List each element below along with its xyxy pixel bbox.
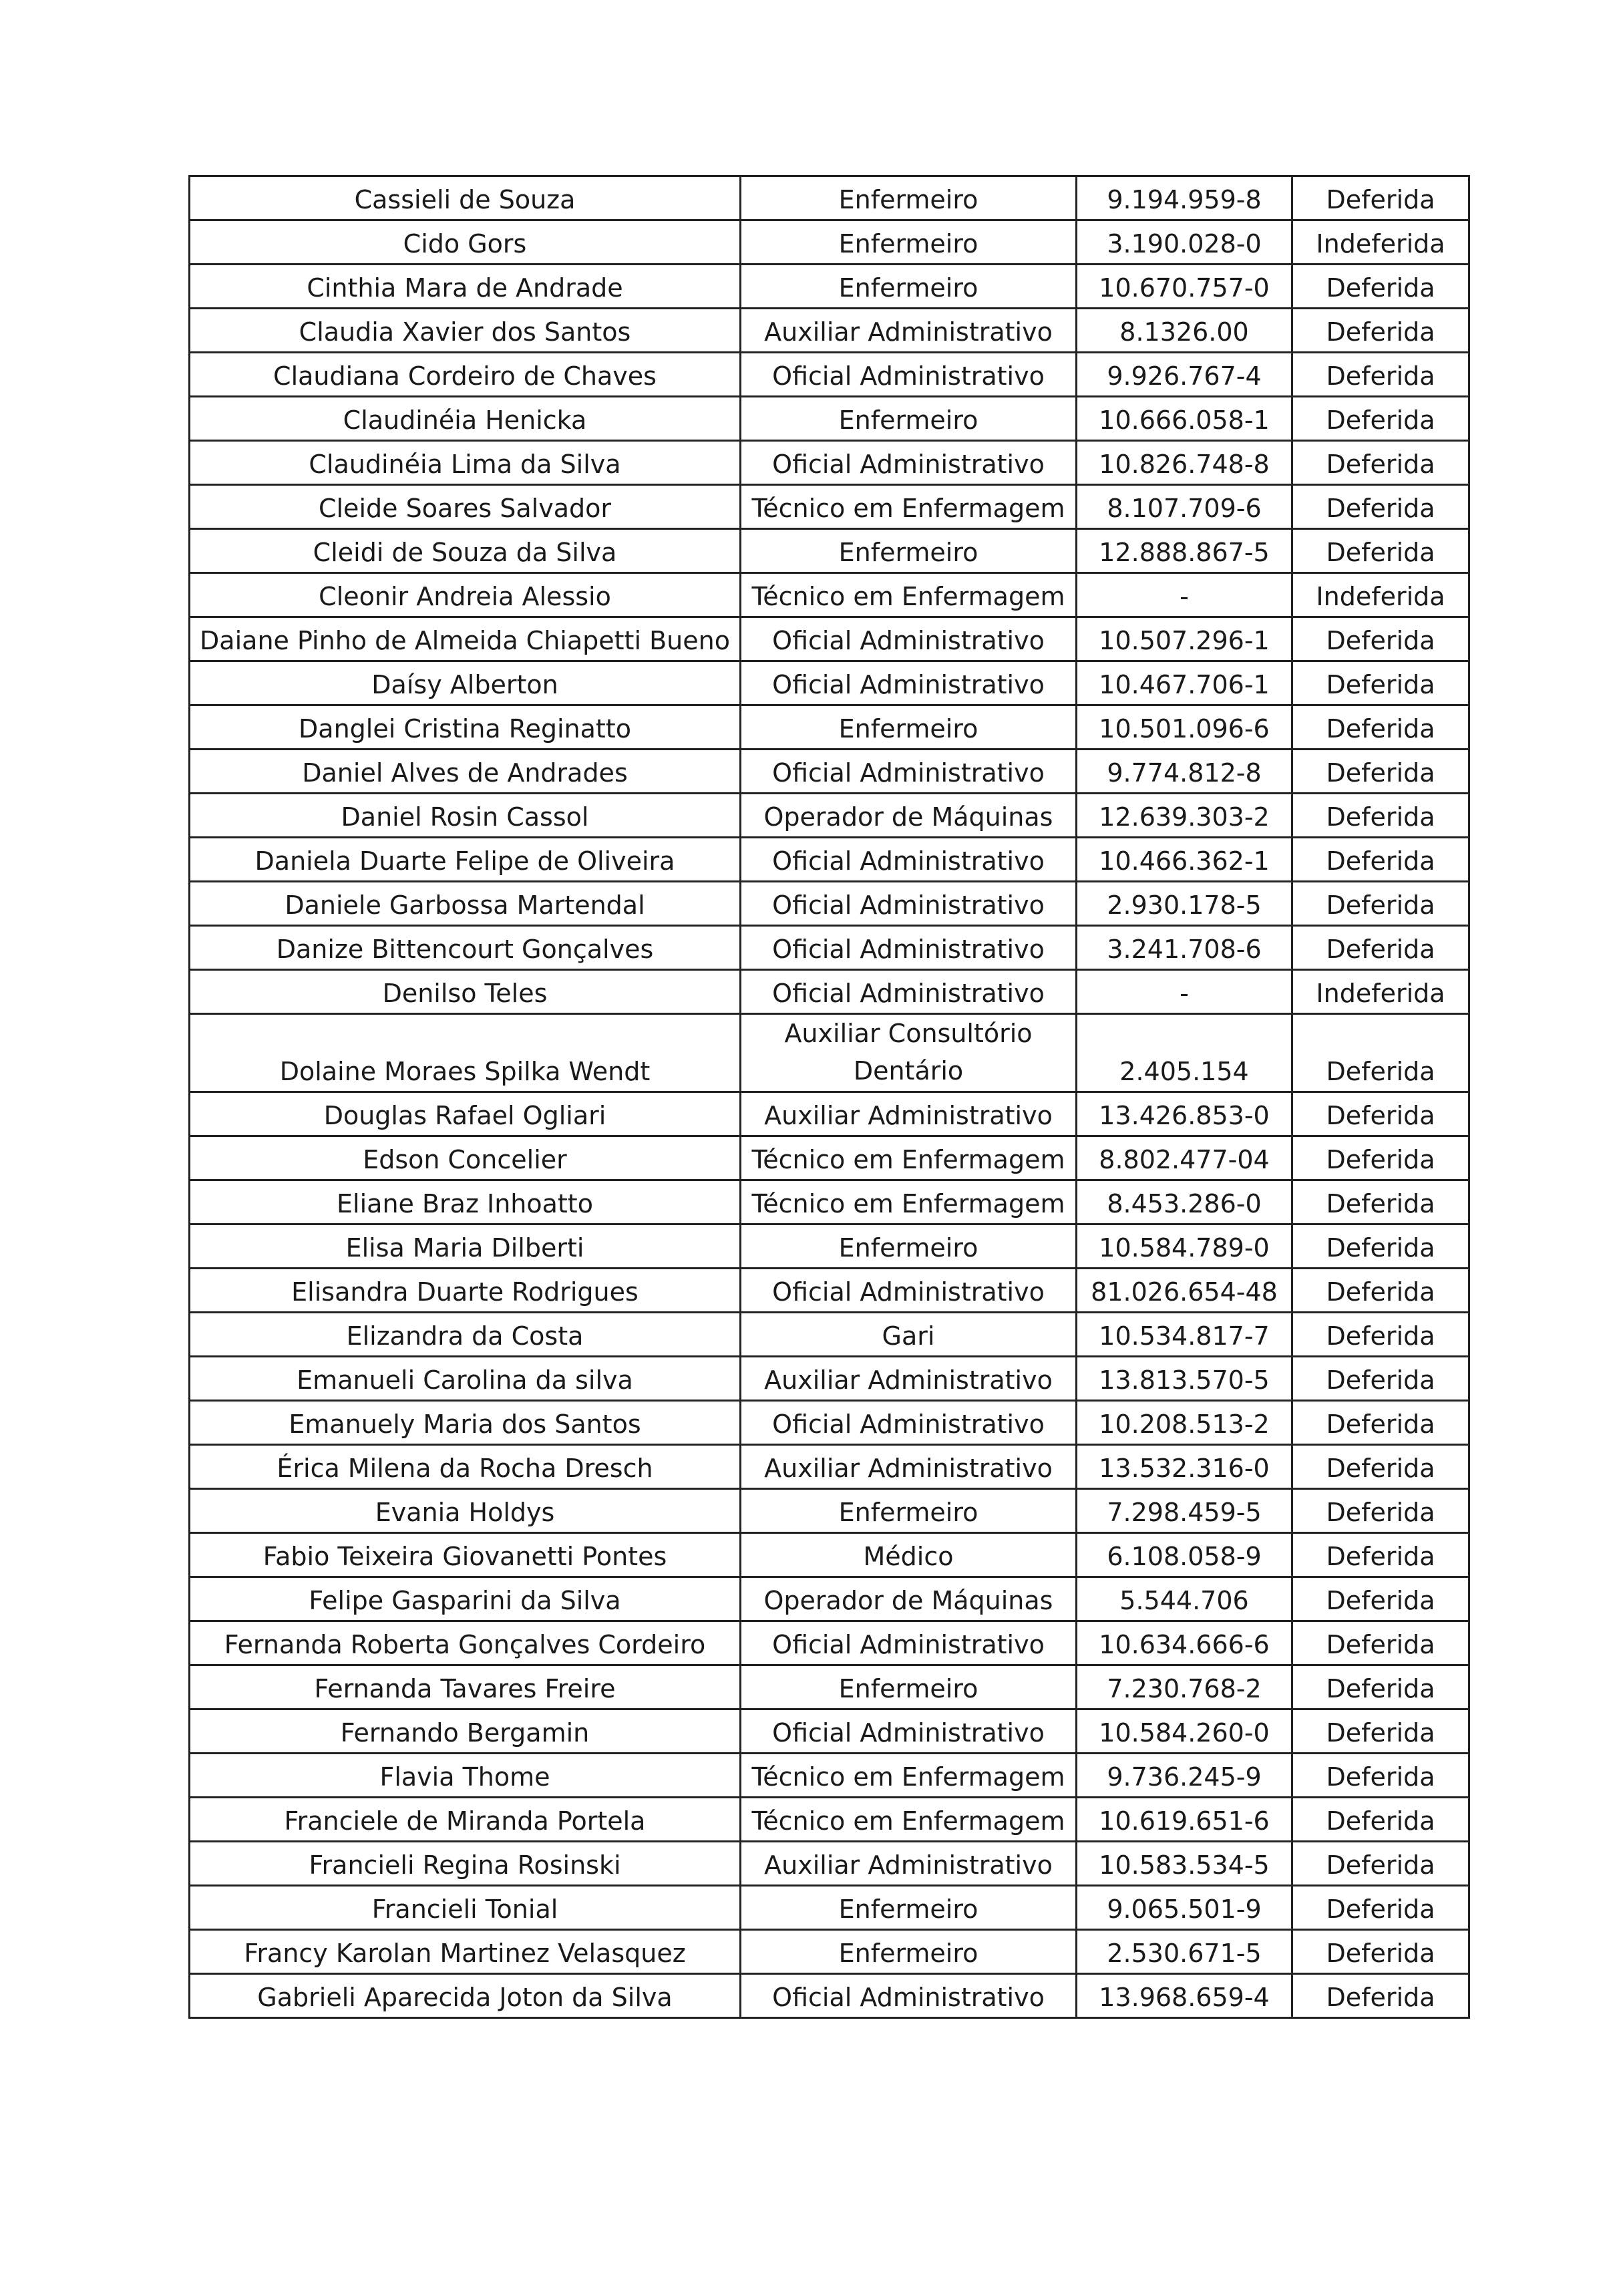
table-row xyxy=(190,1842,1469,1886)
name-cell: Eliane Braz Inhoatto xyxy=(190,1180,741,1224)
name-cell: Francy Karolan Martinez Velasquez xyxy=(190,1930,741,1974)
status-cell: Deferida xyxy=(1292,1577,1469,1621)
table-row xyxy=(190,1092,1469,1136)
status-cell: Deferida xyxy=(1292,1014,1469,1092)
role-cell: Técnico em Enfermagem xyxy=(741,573,1077,617)
role-cell: Auxiliar Administrativo xyxy=(741,1357,1077,1401)
role-cell: Auxiliar Consultório Dentário xyxy=(741,1014,1077,1092)
status-cell: Deferida xyxy=(1292,1445,1469,1489)
role-cell: Enfermeiro xyxy=(741,1886,1077,1930)
table-row xyxy=(190,617,1469,661)
table-row xyxy=(190,265,1469,309)
document-number-cell: 8.802.477-04 xyxy=(1077,1136,1292,1180)
name-cell: Fernanda Tavares Freire xyxy=(190,1665,741,1709)
document-number-cell: 8.1326.00 xyxy=(1077,309,1292,353)
name-cell: Elizandra da Costa xyxy=(190,1313,741,1357)
table-row xyxy=(190,1357,1469,1401)
name-cell: Daísy Alberton xyxy=(190,661,741,705)
name-cell: Edson Concelier xyxy=(190,1136,741,1180)
table-row xyxy=(190,1224,1469,1269)
status-cell: Deferida xyxy=(1292,1930,1469,1974)
document-number-cell: 10.208.513-2 xyxy=(1077,1401,1292,1445)
document-number-cell: 12.888.867-5 xyxy=(1077,529,1292,573)
table-row xyxy=(190,220,1469,265)
status-cell: Deferida xyxy=(1292,1489,1469,1533)
document-number-cell: 10.584.260-0 xyxy=(1077,1709,1292,1754)
role-cell: Oficial Administrativo xyxy=(741,1709,1077,1754)
name-cell: Francieli Tonial xyxy=(190,1886,741,1930)
results-table xyxy=(188,175,1470,2019)
status-cell: Deferida xyxy=(1292,1269,1469,1313)
status-cell: Deferida xyxy=(1292,265,1469,309)
document-number-cell: 10.466.362-1 xyxy=(1077,838,1292,882)
role-cell: Enfermeiro xyxy=(741,220,1077,265)
table-row xyxy=(190,529,1469,573)
role-cell: Enfermeiro xyxy=(741,265,1077,309)
status-cell: Deferida xyxy=(1292,309,1469,353)
role-cell: Técnico em Enfermagem xyxy=(741,1798,1077,1842)
role-cell: Enfermeiro xyxy=(741,1930,1077,1974)
table-row xyxy=(190,1445,1469,1489)
role-cell: Oficial Administrativo xyxy=(741,353,1077,397)
name-cell: Francieli Regina Rosinski xyxy=(190,1842,741,1886)
document-number-cell: - xyxy=(1077,970,1292,1014)
role-cell: Enfermeiro xyxy=(741,176,1077,220)
role-cell: Técnico em Enfermagem xyxy=(741,1180,1077,1224)
document-number-cell: 10.467.706-1 xyxy=(1077,661,1292,705)
role-cell: Auxiliar Administrativo xyxy=(741,1842,1077,1886)
role-cell: Técnico em Enfermagem xyxy=(741,485,1077,529)
document-number-cell: 7.230.768-2 xyxy=(1077,1665,1292,1709)
table-row xyxy=(190,1269,1469,1313)
document-number-cell: - xyxy=(1077,573,1292,617)
role-cell: Oficial Administrativo xyxy=(741,1269,1077,1313)
role-cell: Enfermeiro xyxy=(741,705,1077,750)
status-cell: Deferida xyxy=(1292,705,1469,750)
table-row xyxy=(190,309,1469,353)
role-cell: Técnico em Enfermagem xyxy=(741,1754,1077,1798)
status-cell: Deferida xyxy=(1292,353,1469,397)
name-cell: Evania Holdys xyxy=(190,1489,741,1533)
name-cell: Cinthia Mara de Andrade xyxy=(190,265,741,309)
name-cell: Felipe Gasparini da Silva xyxy=(190,1577,741,1621)
document-number-cell: 2.530.671-5 xyxy=(1077,1930,1292,1974)
document-number-cell: 3.241.708-6 xyxy=(1077,926,1292,970)
status-cell: Deferida xyxy=(1292,1313,1469,1357)
name-cell: Cleide Soares Salvador xyxy=(190,485,741,529)
table-row xyxy=(190,1577,1469,1621)
role-cell: Técnico em Enfermagem xyxy=(741,1136,1077,1180)
table-row xyxy=(190,1886,1469,1930)
document-number-cell: 8.453.286-0 xyxy=(1077,1180,1292,1224)
name-cell: Daniel Alves de Andrades xyxy=(190,750,741,794)
status-cell: Deferida xyxy=(1292,1533,1469,1577)
name-cell: Claudinéia Henicka xyxy=(190,397,741,441)
document-number-cell: 9.194.959-8 xyxy=(1077,176,1292,220)
document-number-cell: 2.405.154 xyxy=(1077,1014,1292,1092)
table-row xyxy=(190,397,1469,441)
role-cell: Auxiliar Administrativo xyxy=(741,309,1077,353)
status-cell: Deferida xyxy=(1292,1754,1469,1798)
role-cell: Gari xyxy=(741,1313,1077,1357)
table-row xyxy=(190,1533,1469,1577)
role-cell: Oficial Administrativo xyxy=(741,926,1077,970)
table-row xyxy=(190,838,1469,882)
role-cell: Oficial Administrativo xyxy=(741,1974,1077,2018)
document-number-cell: 2.930.178-5 xyxy=(1077,882,1292,926)
name-cell: Claudia Xavier dos Santos xyxy=(190,309,741,353)
status-cell: Deferida xyxy=(1292,397,1469,441)
role-cell: Auxiliar Administrativo xyxy=(741,1445,1077,1489)
table-row xyxy=(190,661,1469,705)
document-number-cell: 10.670.757-0 xyxy=(1077,265,1292,309)
document-number-cell: 10.507.296-1 xyxy=(1077,617,1292,661)
name-cell: Cleidi de Souza da Silva xyxy=(190,529,741,573)
document-number-cell: 9.065.501-9 xyxy=(1077,1886,1292,1930)
document-number-cell: 5.544.706 xyxy=(1077,1577,1292,1621)
status-cell: Indeferida xyxy=(1292,573,1469,617)
status-cell: Deferida xyxy=(1292,838,1469,882)
name-cell: Emanueli Carolina da silva xyxy=(190,1357,741,1401)
role-cell: Oficial Administrativo xyxy=(741,970,1077,1014)
name-cell: Fernanda Roberta Gonçalves Cordeiro xyxy=(190,1621,741,1665)
role-cell: Oficial Administrativo xyxy=(741,441,1077,485)
name-cell: Denilso Teles xyxy=(190,970,741,1014)
name-cell: Fernando Bergamin xyxy=(190,1709,741,1754)
table-row xyxy=(190,1401,1469,1445)
role-cell: Enfermeiro xyxy=(741,529,1077,573)
table-row xyxy=(190,1180,1469,1224)
status-cell: Deferida xyxy=(1292,882,1469,926)
document-number-cell: 13.426.853-0 xyxy=(1077,1092,1292,1136)
table-row xyxy=(190,1621,1469,1665)
document-number-cell: 9.926.767-4 xyxy=(1077,353,1292,397)
name-cell: Daniela Duarte Felipe de Oliveira xyxy=(190,838,741,882)
status-cell: Deferida xyxy=(1292,1621,1469,1665)
status-cell: Deferida xyxy=(1292,1842,1469,1886)
name-cell: Elisa Maria Dilberti xyxy=(190,1224,741,1269)
status-cell: Deferida xyxy=(1292,176,1469,220)
name-cell: Daniele Garbossa Martendal xyxy=(190,882,741,926)
role-cell: Oficial Administrativo xyxy=(741,661,1077,705)
document-number-cell: 10.666.058-1 xyxy=(1077,397,1292,441)
status-cell: Deferida xyxy=(1292,441,1469,485)
name-cell: Cleonir Andreia Alessio xyxy=(190,573,741,617)
name-cell: Emanuely Maria dos Santos xyxy=(190,1401,741,1445)
status-cell: Indeferida xyxy=(1292,970,1469,1014)
document-number-cell: 12.639.303-2 xyxy=(1077,794,1292,838)
name-cell: Daiane Pinho de Almeida Chiapetti Bueno xyxy=(190,617,741,661)
table-row xyxy=(190,1930,1469,1974)
document-number-cell: 10.583.534-5 xyxy=(1077,1842,1292,1886)
name-cell: Flavia Thome xyxy=(190,1754,741,1798)
name-cell: Claudinéia Lima da Silva xyxy=(190,441,741,485)
name-cell: Danglei Cristina Reginatto xyxy=(190,705,741,750)
status-cell: Deferida xyxy=(1292,1136,1469,1180)
status-cell: Deferida xyxy=(1292,1092,1469,1136)
document-number-cell: 6.108.058-9 xyxy=(1077,1533,1292,1577)
document-number-cell: 10.584.789-0 xyxy=(1077,1224,1292,1269)
name-cell: Claudiana Cordeiro de Chaves xyxy=(190,353,741,397)
status-cell: Deferida xyxy=(1292,529,1469,573)
status-cell: Deferida xyxy=(1292,617,1469,661)
role-cell: Enfermeiro xyxy=(741,1489,1077,1533)
table-row xyxy=(190,1709,1469,1754)
status-cell: Deferida xyxy=(1292,750,1469,794)
status-cell: Deferida xyxy=(1292,661,1469,705)
document-number-cell: 10.634.666-6 xyxy=(1077,1621,1292,1665)
table-row xyxy=(190,750,1469,794)
table-row xyxy=(190,970,1469,1014)
table-row xyxy=(190,353,1469,397)
status-cell: Deferida xyxy=(1292,1798,1469,1842)
role-cell: Enfermeiro xyxy=(741,397,1077,441)
role-cell: Oficial Administrativo xyxy=(741,1401,1077,1445)
status-cell: Deferida xyxy=(1292,1709,1469,1754)
role-cell: Enfermeiro xyxy=(741,1665,1077,1709)
document-number-cell: 13.813.570-5 xyxy=(1077,1357,1292,1401)
document-number-cell: 10.501.096-6 xyxy=(1077,705,1292,750)
role-cell: Oficial Administrativo xyxy=(741,750,1077,794)
role-cell: Enfermeiro xyxy=(741,1224,1077,1269)
document-number-cell: 9.774.812-8 xyxy=(1077,750,1292,794)
table-row xyxy=(190,1665,1469,1709)
status-cell: Deferida xyxy=(1292,1180,1469,1224)
status-cell: Indeferida xyxy=(1292,220,1469,265)
name-cell: Dolaine Moraes Spilka Wendt xyxy=(190,1014,741,1092)
table-row xyxy=(190,794,1469,838)
table-row xyxy=(190,176,1469,220)
table-row xyxy=(190,485,1469,529)
table-row xyxy=(190,1754,1469,1798)
role-cell: Oficial Administrativo xyxy=(741,617,1077,661)
table-row xyxy=(190,1136,1469,1180)
role-cell: Operador de Máquinas xyxy=(741,794,1077,838)
name-cell: Érica Milena da Rocha Dresch xyxy=(190,1445,741,1489)
table-row xyxy=(190,1313,1469,1357)
status-cell: Deferida xyxy=(1292,1974,1469,2018)
document-number-cell: 7.298.459-5 xyxy=(1077,1489,1292,1533)
name-cell: Danize Bittencourt Gonçalves xyxy=(190,926,741,970)
name-cell: Daniel Rosin Cassol xyxy=(190,794,741,838)
name-cell: Elisandra Duarte Rodrigues xyxy=(190,1269,741,1313)
table-row xyxy=(190,882,1469,926)
status-cell: Deferida xyxy=(1292,485,1469,529)
table-row xyxy=(190,1489,1469,1533)
document-number-cell: 8.107.709-6 xyxy=(1077,485,1292,529)
status-cell: Deferida xyxy=(1292,926,1469,970)
status-cell: Deferida xyxy=(1292,1224,1469,1269)
name-cell: Gabrieli Aparecida Joton da Silva xyxy=(190,1974,741,2018)
name-cell: Franciele de Miranda Portela xyxy=(190,1798,741,1842)
table-row xyxy=(190,1798,1469,1842)
table-row xyxy=(190,705,1469,750)
role-cell: Oficial Administrativo xyxy=(741,882,1077,926)
document-number-cell: 13.532.316-0 xyxy=(1077,1445,1292,1489)
role-cell: Médico xyxy=(741,1533,1077,1577)
status-cell: Deferida xyxy=(1292,1357,1469,1401)
document-number-cell: 3.190.028-0 xyxy=(1077,220,1292,265)
document-number-cell: 81.026.654-48 xyxy=(1077,1269,1292,1313)
status-cell: Deferida xyxy=(1292,1665,1469,1709)
role-cell: Operador de Máquinas xyxy=(741,1577,1077,1621)
results-table-body xyxy=(190,176,1469,2018)
role-cell: Oficial Administrativo xyxy=(741,838,1077,882)
table-row xyxy=(190,926,1469,970)
role-cell: Auxiliar Administrativo xyxy=(741,1092,1077,1136)
name-cell: Cido Gors xyxy=(190,220,741,265)
table-row xyxy=(190,1014,1469,1092)
name-cell: Douglas Rafael Ogliari xyxy=(190,1092,741,1136)
name-cell: Fabio Teixeira Giovanetti Pontes xyxy=(190,1533,741,1577)
document-number-cell: 9.736.245-9 xyxy=(1077,1754,1292,1798)
document-number-cell: 10.619.651-6 xyxy=(1077,1798,1292,1842)
document-number-cell: 10.534.817-7 xyxy=(1077,1313,1292,1357)
name-cell: Cassieli de Souza xyxy=(190,176,741,220)
table-row xyxy=(190,441,1469,485)
table-row xyxy=(190,573,1469,617)
document-number-cell: 13.968.659-4 xyxy=(1077,1974,1292,2018)
status-cell: Deferida xyxy=(1292,794,1469,838)
table-row xyxy=(190,1974,1469,2018)
document-number-cell: 10.826.748-8 xyxy=(1077,441,1292,485)
role-cell: Oficial Administrativo xyxy=(741,1621,1077,1665)
status-cell: Deferida xyxy=(1292,1886,1469,1930)
status-cell: Deferida xyxy=(1292,1401,1469,1445)
